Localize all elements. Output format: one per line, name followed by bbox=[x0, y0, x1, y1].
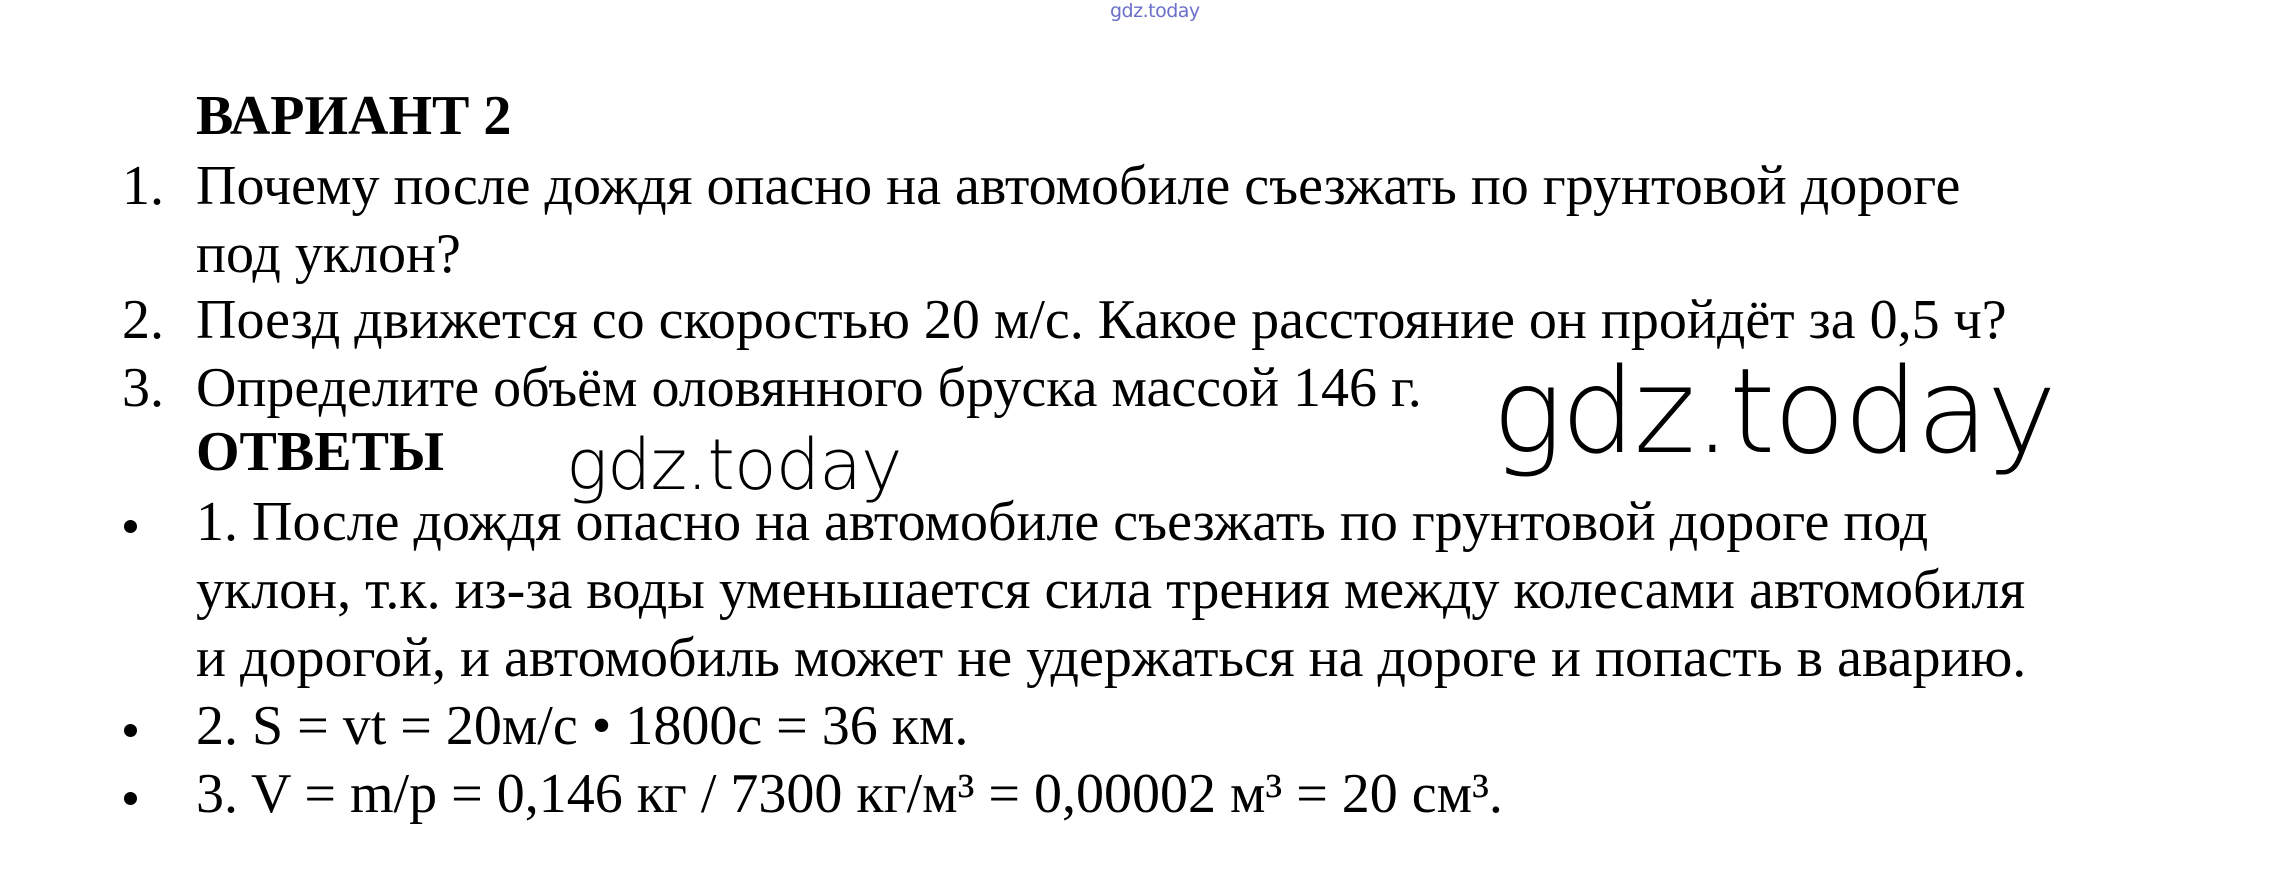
large-watermark: gdz.today bbox=[1492, 342, 2055, 480]
answer-2-line-1: 2. S = vt = 20м/с • 1800с = 36 км. bbox=[196, 695, 969, 757]
answer-1-line-2: уклон, т.к. из-за воды уменьшается сила трения между колесами автомобиля bbox=[196, 559, 2026, 621]
answer-3-bullet bbox=[124, 792, 137, 805]
variant-heading: ВАРИАНТ 2 bbox=[196, 85, 512, 147]
question-1-number: 1. bbox=[122, 155, 164, 217]
question-3-line-1: Определите объём оловянного бруска массой 146 г. bbox=[196, 357, 1422, 419]
question-1-line-1: Почему после дождя опасно на автомобиле съезжать по грунтовой дороге bbox=[196, 155, 1961, 217]
top-watermark: gdz.today bbox=[1110, 0, 1200, 22]
answer-2-bullet bbox=[124, 724, 137, 737]
question-1-line-2: под уклон? bbox=[196, 223, 461, 285]
medium-watermark: gdz.today bbox=[566, 424, 902, 506]
question-2-line-1: Поезд движется со скоростью 20 м/с. Какое расстояние он пройдёт за 0,5 ч? bbox=[196, 289, 2007, 351]
answers-heading: ОТВЕТЫ bbox=[196, 421, 444, 483]
answer-1-line-3: и дорогой, и автомобиль может не удержаться на дороге и попасть в аварию. bbox=[196, 627, 2027, 689]
answer-1-bullet bbox=[124, 520, 137, 533]
answer-3-line-1: 3. V = m/p = 0,146 кг / 7300 кг/м³ = 0,00002 м³ = 20 см³. bbox=[196, 763, 1503, 825]
question-3-number: 3. bbox=[122, 357, 164, 419]
question-2-number: 2. bbox=[122, 289, 164, 351]
answer-1-line-1: 1. После дождя опасно на автомобиле съезжать по грунтовой дороге под bbox=[196, 491, 1929, 553]
